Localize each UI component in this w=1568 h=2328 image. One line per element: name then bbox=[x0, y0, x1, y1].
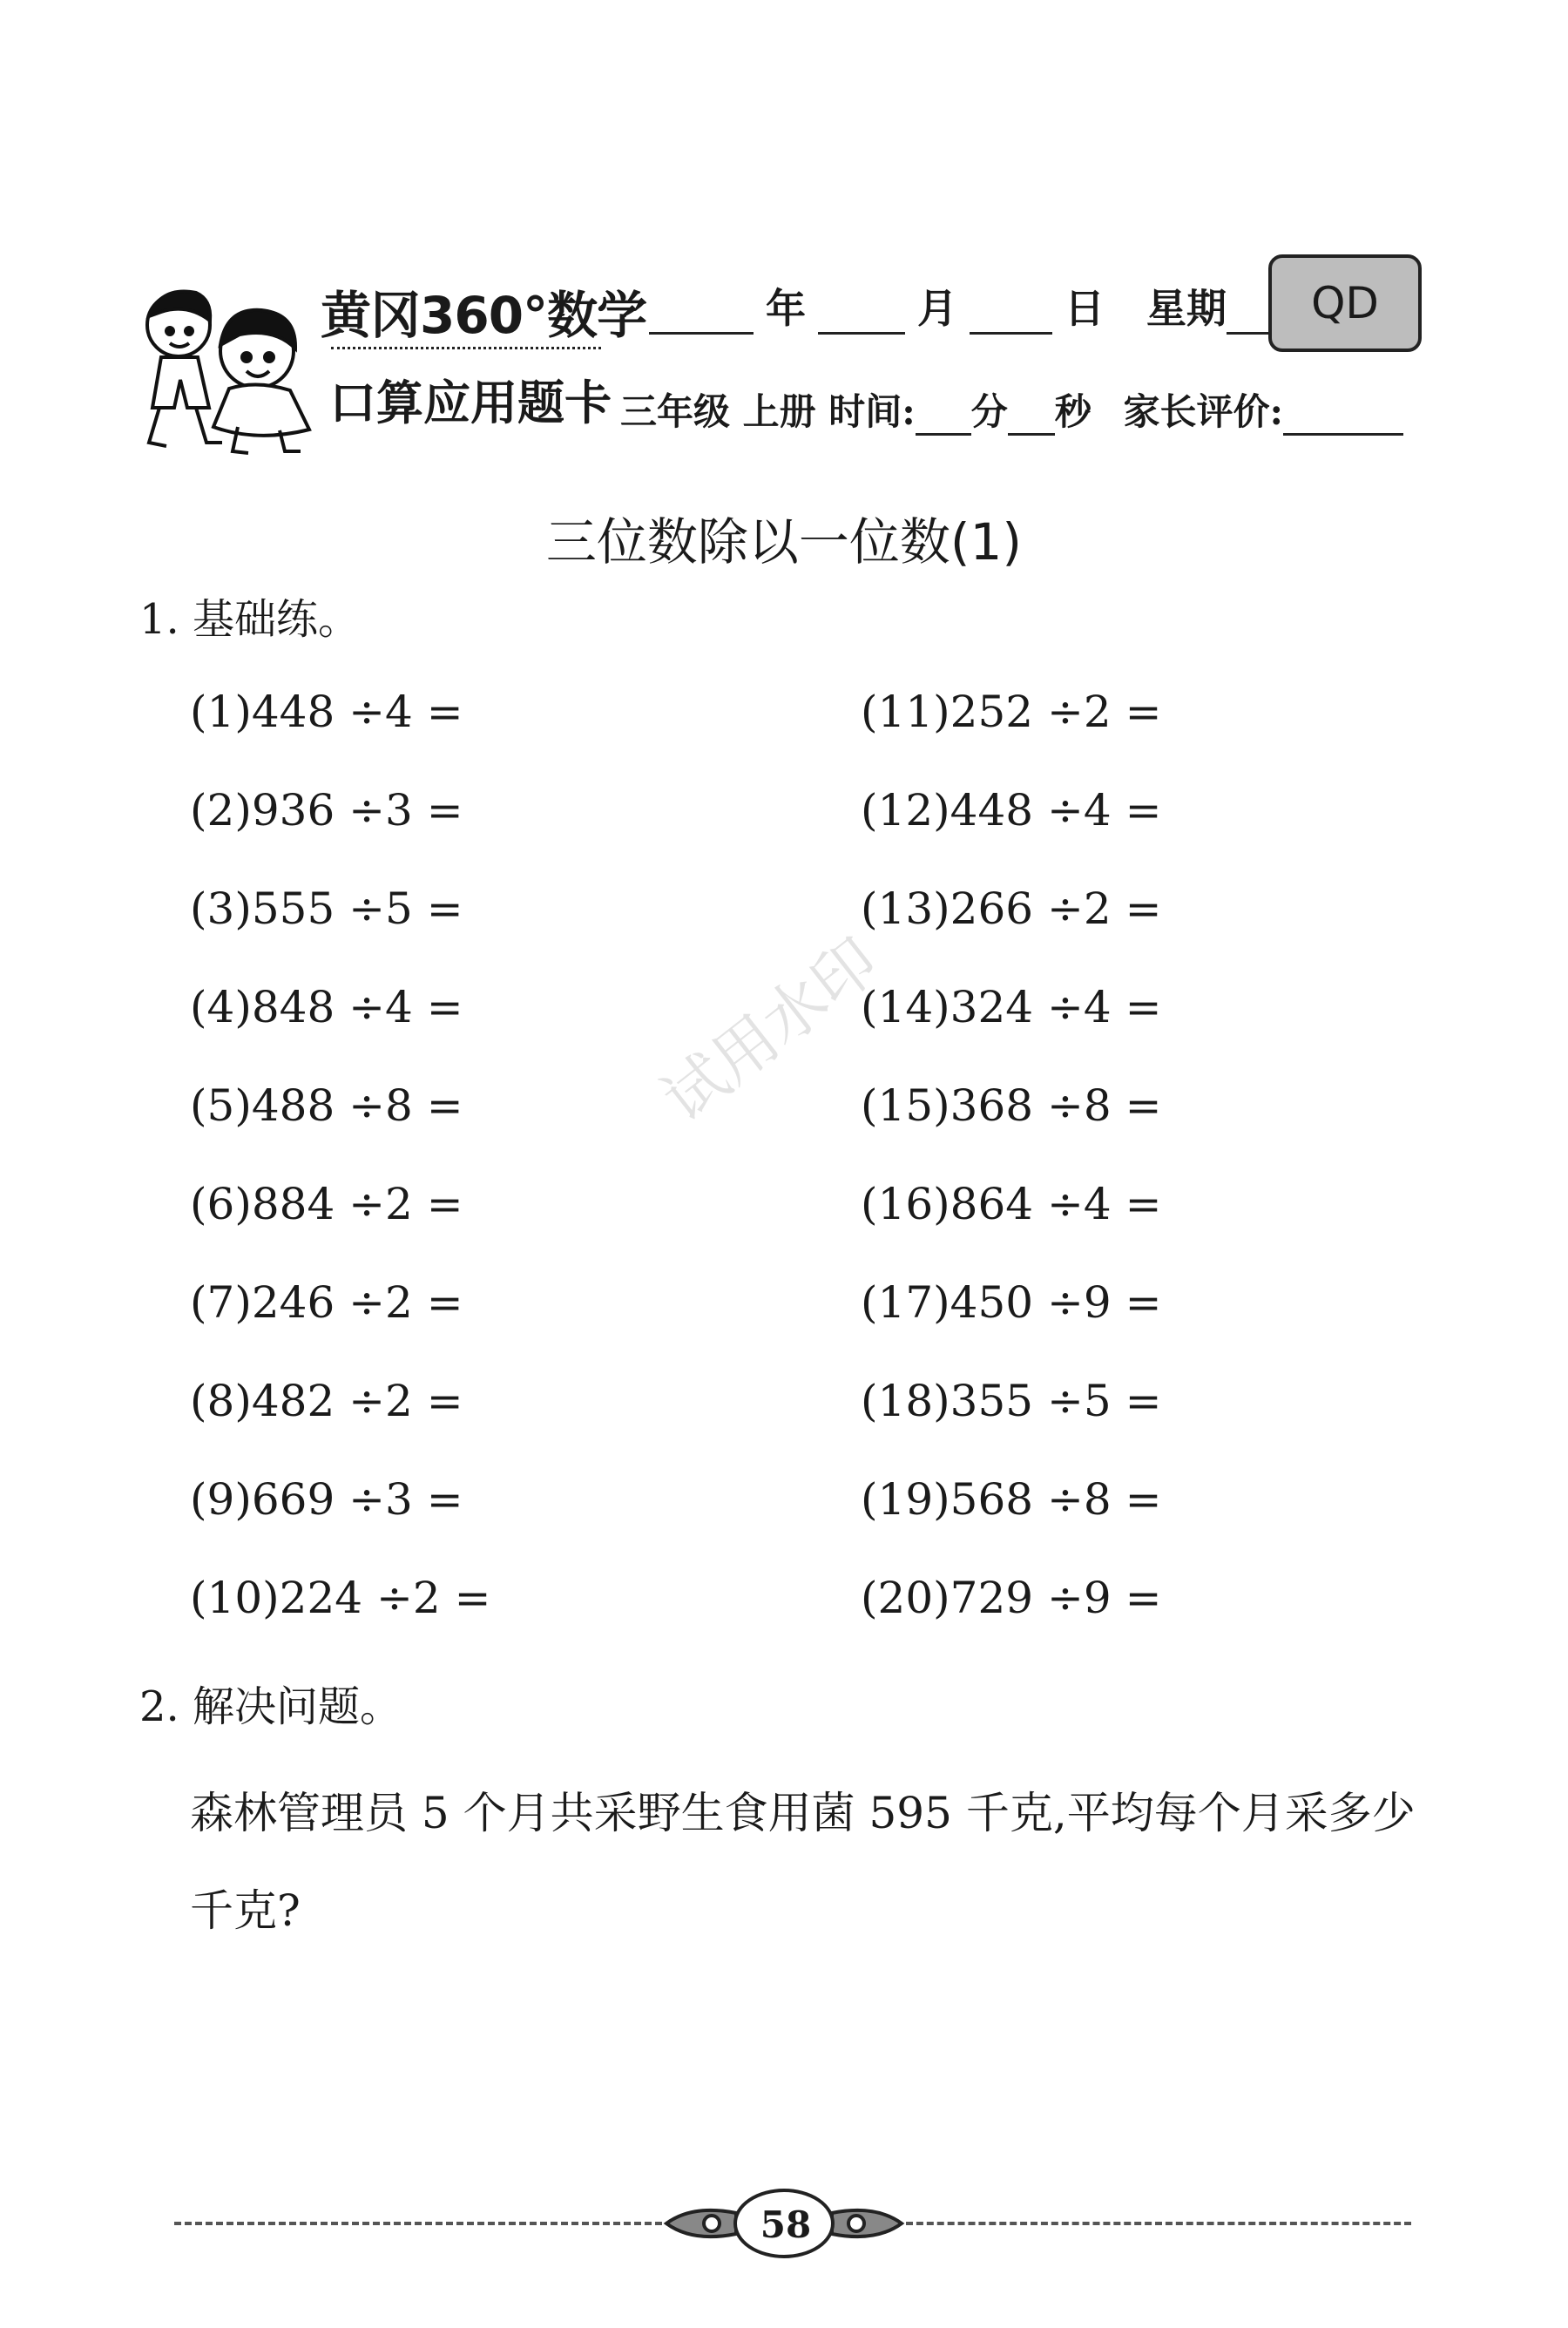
section-2-heading: 2. 解决问题。 bbox=[139, 1682, 402, 1731]
brand-subtitle: 口算应用题卡 bbox=[329, 376, 612, 430]
problem-item: (15)368 ÷8 = bbox=[861, 1080, 1162, 1131]
problem-item: (18)355 ÷5 = bbox=[861, 1376, 1162, 1426]
problem-item: (5)488 ÷8 = bbox=[190, 1080, 463, 1131]
problem-item: (14)324 ÷4 = bbox=[861, 982, 1162, 1032]
time-label: 时间: bbox=[828, 390, 916, 433]
problem-item: (7)246 ÷2 = bbox=[190, 1277, 463, 1328]
day-blank[interactable] bbox=[970, 295, 1052, 335]
section-1-heading: 1. 基础练。 bbox=[139, 595, 361, 644]
page-title: 三位数除以一位数(1) bbox=[545, 512, 1023, 572]
year-label: 年 bbox=[766, 285, 806, 332]
weekday-label: 星期 bbox=[1146, 285, 1227, 332]
problem-item: (20)729 ÷9 = bbox=[861, 1573, 1162, 1623]
footer-dashed-line-right bbox=[906, 2222, 1411, 2225]
grade-label: 三年级 bbox=[620, 390, 731, 433]
brand-divider bbox=[331, 347, 601, 349]
watermark: 试用水印 bbox=[648, 924, 892, 1136]
edition-badge: QD bbox=[1268, 254, 1422, 352]
year-blank[interactable] bbox=[649, 295, 754, 335]
month-label: 月 bbox=[917, 285, 957, 332]
problem-item: (11)252 ÷2 = bbox=[861, 687, 1162, 737]
problem-item: (12)448 ÷4 = bbox=[861, 785, 1162, 836]
meta-row bbox=[620, 383, 1403, 436]
date-row bbox=[649, 277, 1310, 335]
problem-item: (1)448 ÷4 = bbox=[190, 687, 463, 737]
problem-item: (16)864 ÷4 = bbox=[861, 1179, 1162, 1229]
page-number: 58 bbox=[760, 2203, 812, 2246]
problem-item: (3)555 ÷5 = bbox=[190, 883, 463, 934]
parent-eval-label: 家长评价: bbox=[1123, 390, 1283, 433]
month-blank[interactable] bbox=[818, 295, 905, 335]
footer-dashed-line-left bbox=[174, 2222, 662, 2225]
brand-title: 黄冈360°数学 bbox=[321, 286, 647, 345]
problem-item: (6)884 ÷2 = bbox=[190, 1179, 463, 1229]
problem-item: (2)936 ÷3 = bbox=[190, 785, 463, 836]
second-blank[interactable] bbox=[1008, 402, 1055, 436]
second-label: 秒 bbox=[1054, 390, 1092, 433]
volume-label: 上册 bbox=[742, 390, 816, 433]
minute-blank[interactable] bbox=[916, 402, 971, 436]
problem-item: (17)450 ÷9 = bbox=[861, 1277, 1162, 1328]
day-label: 日 bbox=[1064, 285, 1105, 332]
minute-label: 分 bbox=[970, 390, 1008, 433]
problem-item: (8)482 ÷2 = bbox=[190, 1376, 463, 1426]
problem-item: (13)266 ÷2 = bbox=[861, 883, 1162, 934]
parent-eval-blank[interactable] bbox=[1283, 402, 1403, 436]
cartoon-kids-logo-icon bbox=[126, 277, 331, 456]
word-problem-text: 森林管理员 5 个月共采野生食用菌 595 千克,平均每个月采多少千克? bbox=[190, 1788, 1416, 1936]
problem-item: (4)848 ÷4 = bbox=[190, 982, 463, 1032]
problem-item: (9)669 ÷3 = bbox=[190, 1474, 463, 1525]
problem-item: (19)568 ÷8 = bbox=[861, 1474, 1162, 1525]
problem-item: (10)224 ÷2 = bbox=[190, 1573, 491, 1623]
